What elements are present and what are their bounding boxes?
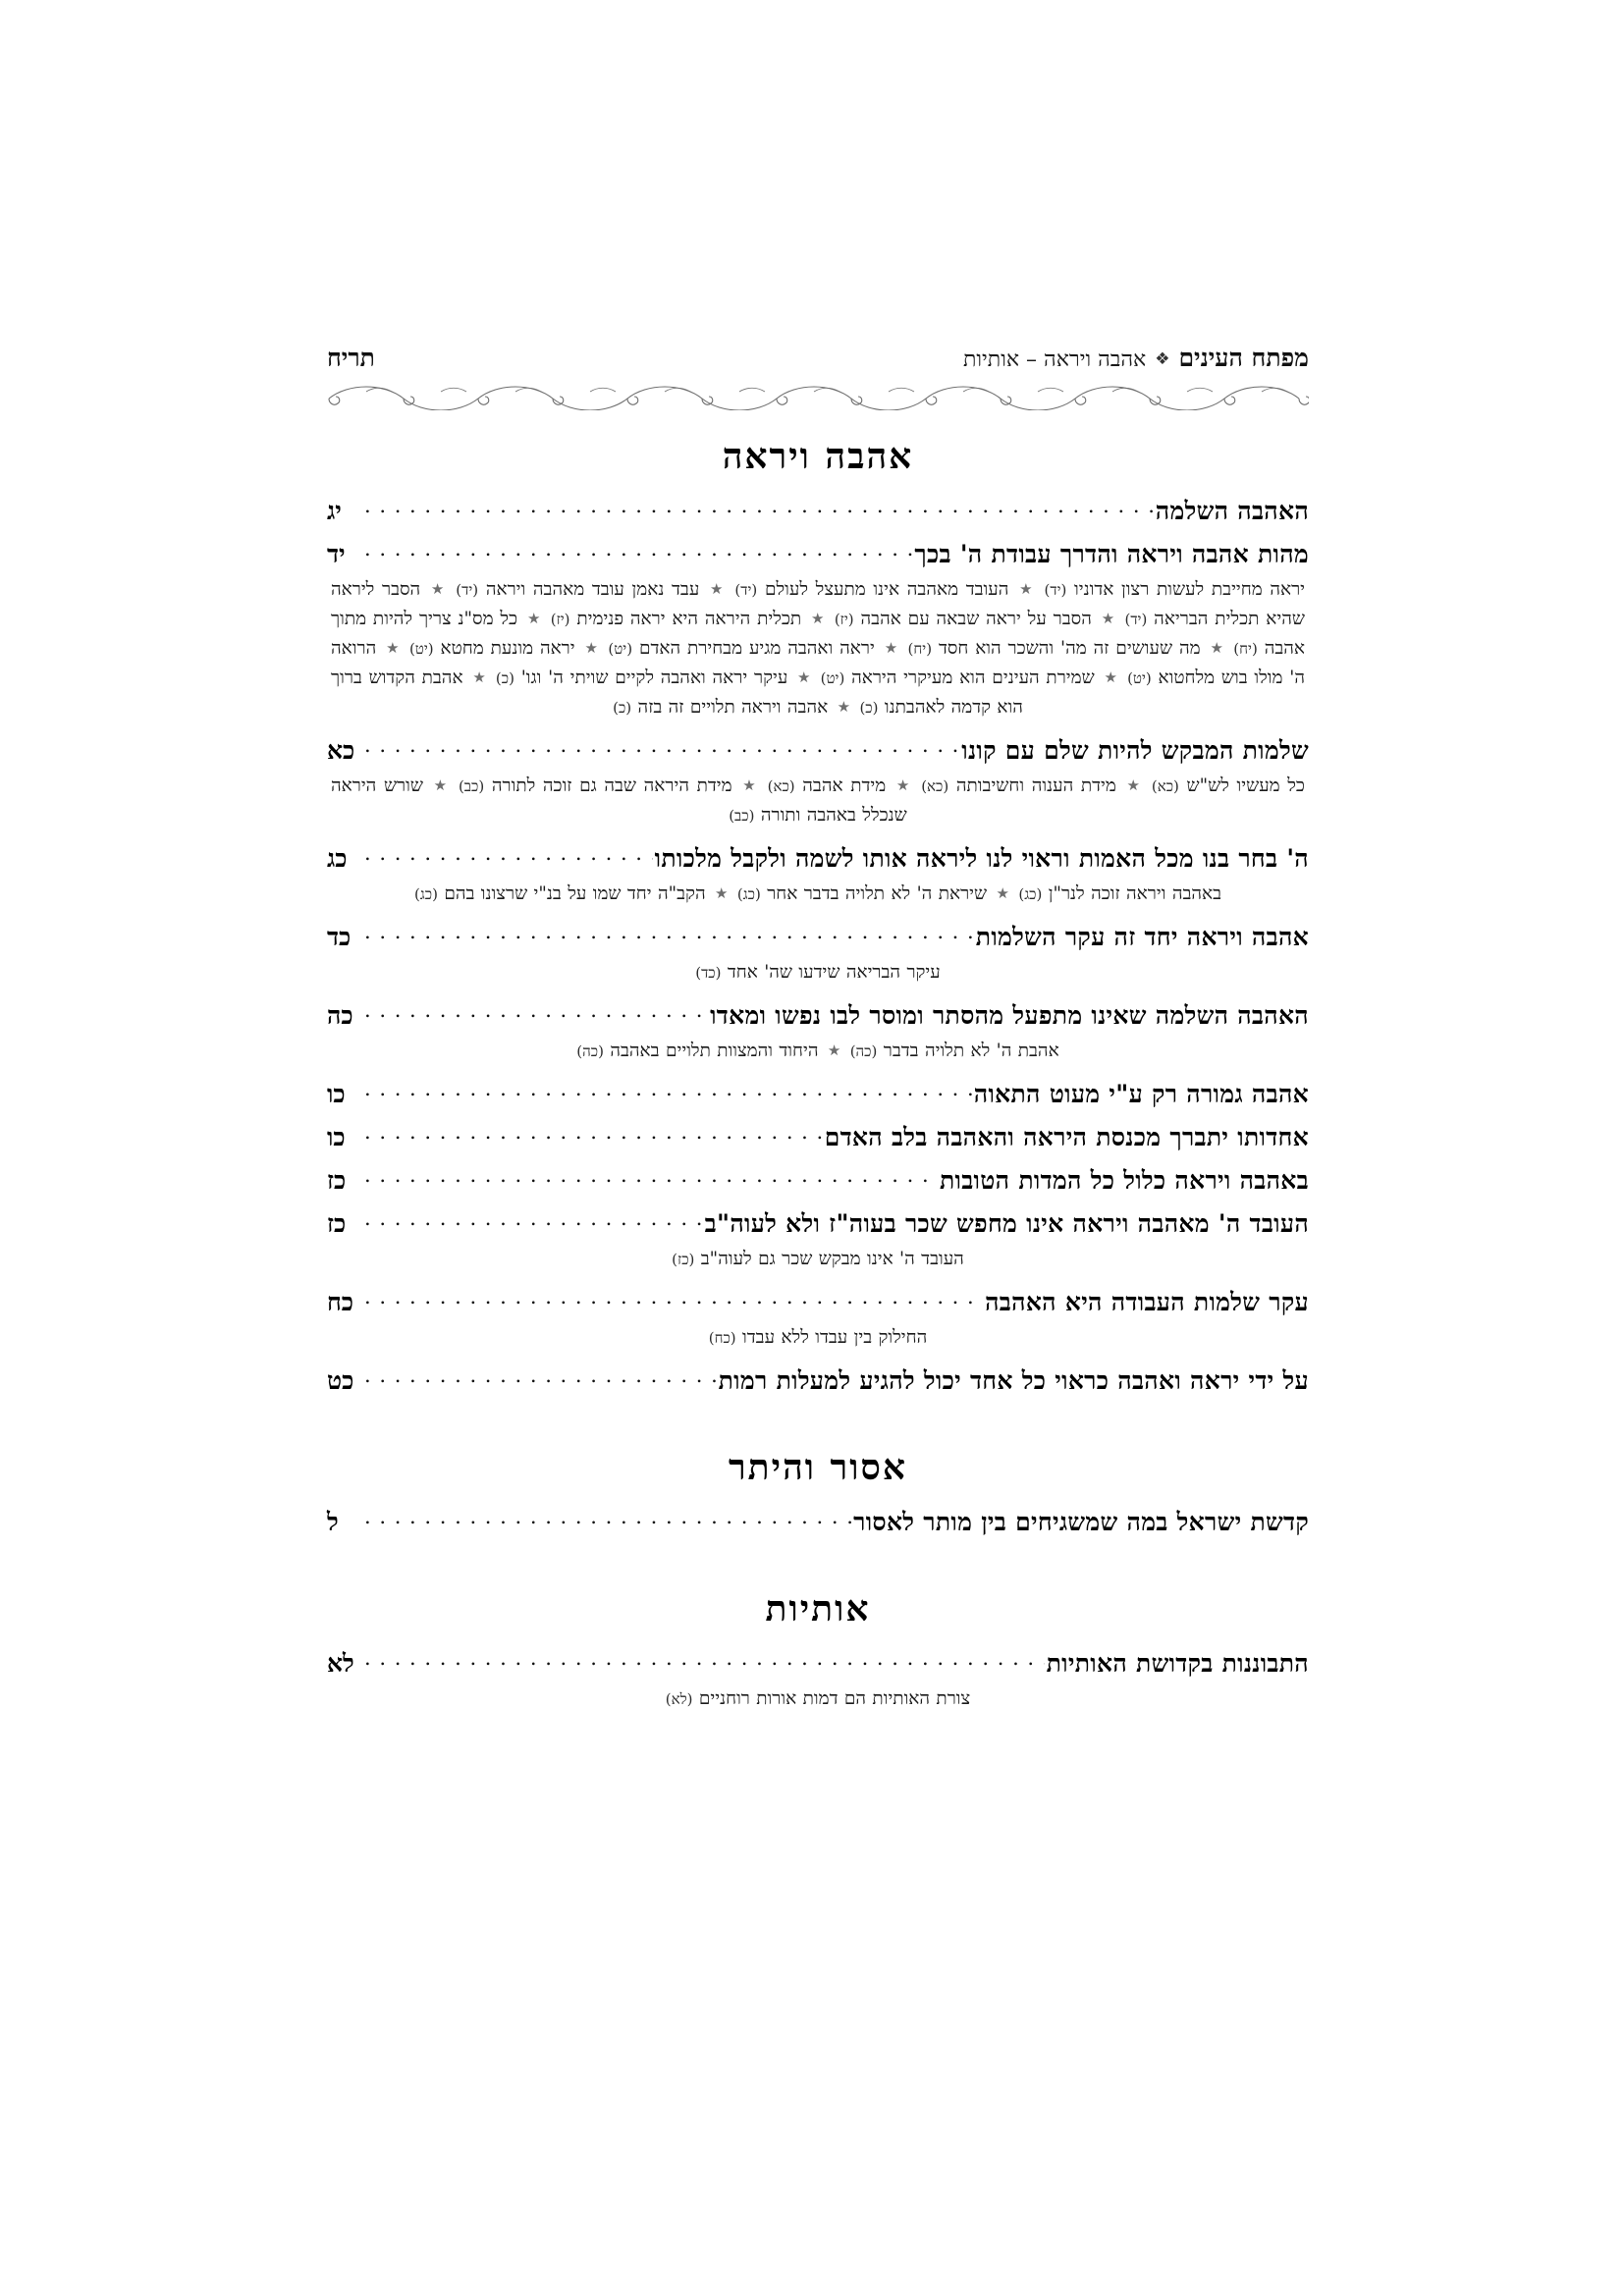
- subentry-list: אהבת ה' לא תלויה בדבר (כה) ★ היחוד והמצוות תלויים באהבה (כה): [576, 1040, 1059, 1061]
- subentry-page-ref: (יד): [456, 581, 479, 599]
- subentry-page-ref: (יט): [608, 639, 633, 658]
- entry-title[interactable]: אחדותו יתברך מכנסת היראה והאהבה בלב האדם: [824, 1122, 1309, 1151]
- running-head: [327, 344, 1309, 373]
- dot-leader: [364, 1216, 705, 1232]
- section-title-issur-veheter: אסור והיתר: [728, 1446, 908, 1488]
- entry-title[interactable]: אהבה ויראה יחד זה עקר השלמות: [975, 922, 1309, 951]
- dot-leader: [364, 851, 655, 867]
- subentry-page-ref: (כ): [613, 698, 632, 717]
- subentry-page-ref: (יט): [408, 639, 434, 658]
- entry-title[interactable]: האהבה השלמה שאינו מתפעל מהסתר ומוסר לבו נפשו ומאדו: [710, 1000, 1309, 1030]
- entry-page-number[interactable]: יד: [327, 540, 346, 568]
- subentry-page-ref: (יט): [1127, 668, 1152, 687]
- entry-title[interactable]: קדשת ישראל במה שמשגיחים בין מותר לאסור: [853, 1507, 1309, 1536]
- index-entry[interactable]: [327, 1123, 1309, 1152]
- entry-page-number[interactable]: כה: [327, 1000, 353, 1030]
- subentry-page-ref: (כב): [729, 806, 755, 825]
- section-title-ahava-veyirah: אהבה ויראה: [722, 436, 914, 477]
- entry-title[interactable]: אהבה גמורה רק ע"י מעוט התאוה: [973, 1079, 1309, 1108]
- index-entry[interactable]: [327, 1508, 1309, 1537]
- star-separator-icon: ★: [386, 638, 401, 657]
- dot-leader: [364, 743, 961, 759]
- star-separator-icon: ★: [742, 775, 757, 794]
- subentry-list: באהבה ויראה זוכה לנר"ן (כג) ★ שיראת ה' לא תלויה בדבר אחר (כג) ★ הקב"ה יחד שמו על בנ"י שרצונו בהם (כג): [413, 882, 1222, 904]
- running-head-title: מפתח העינים: [1178, 344, 1309, 372]
- star-separator-icon: ★: [709, 580, 725, 598]
- star-separator-icon: ★: [1019, 580, 1034, 598]
- dot-leader: [364, 1087, 974, 1102]
- entry-title[interactable]: ה' בחר בנו מכל האמות וראוי לנו ליראה אותו לשמה ולקבל מלכותו: [654, 843, 1309, 873]
- dot-leader: [364, 1373, 719, 1389]
- dot-leader: [364, 1130, 825, 1146]
- page-content: [327, 344, 1309, 1714]
- star-separator-icon: ★: [714, 883, 729, 902]
- subentry-page-ref: (כח): [708, 1328, 736, 1347]
- index-entry[interactable]: [327, 1080, 1309, 1109]
- index-body: [327, 436, 1309, 1714]
- index-entry[interactable]: [327, 1366, 1309, 1396]
- star-separator-icon: ★: [472, 667, 487, 686]
- entry-title[interactable]: התבוננות בקדושת האותיות: [1046, 1648, 1309, 1678]
- index-entry[interactable]: [327, 844, 1309, 874]
- folio-number: תריח: [327, 344, 375, 372]
- entry-title[interactable]: באהבה ויראה כלול כל המדות הטובות: [939, 1165, 1309, 1195]
- dot-leader: [364, 1295, 985, 1310]
- running-head-center: [963, 344, 1309, 373]
- dot-leader: [364, 930, 976, 945]
- index-entry[interactable]: [327, 1288, 1309, 1317]
- star-separator-icon: ★: [1126, 775, 1142, 794]
- star-separator-icon: ★: [433, 775, 449, 794]
- subentry-list: עיקר הבריאה שידעו שה' אחד (כד): [695, 961, 941, 983]
- subentry-page-ref: (כ): [859, 698, 879, 717]
- subentry-list: יראה מחייבת לעשות רצון אדוניו (יד) ★ העובד מאהבה אינו מתעצל לעולם (יד) ★ עבד נאמן עובד מאהבה ויראה (יד) ★ הסבר ליראה שהיא תכלית הבריאה (יד) ★ הסבר על יראה שבאה עם אהבה (יז) ★ תכלית היראה היא יראה פנימית (יז) ★ כל מס"נ צריך להיות מתוך אהבה (יח) ★ מה שעושים זה מה' והשכר הוא חסד (יח) ★ יראה ואהבה מגיע מבחירת האדם (יט) ★ יראה מונעת מחטא (יט) ★ הרואה ה' מולו בוש מלחטוא (יט) ★ שמירת העינים הוא מעיקרי היראה (יט) ★ עיקר יראה ואהבה לקיים שויתי ה' וגו' (כ) ★ אהבת הקדוש ברוך הוא קדמה לאהבתנו (כ) ★ אהבה ויראה תלויים זה בזה (כ): [331, 579, 1306, 718]
- star-separator-icon: ★: [430, 580, 446, 598]
- entry-page-number[interactable]: כא: [327, 735, 355, 765]
- subentry-page-ref: (כא): [921, 776, 949, 795]
- subentry-page-ref: (כג): [413, 884, 438, 903]
- entry-page-number[interactable]: כג: [327, 843, 348, 873]
- star-separator-icon: ★: [884, 638, 898, 657]
- entry-page-number[interactable]: כז: [327, 1208, 347, 1238]
- subentry-list: כל מעשיו לש"ש (כא) ★ מידת הענוה וחשיבותה (כא) ★ מידת אהבה (כא) ★ מידת היראה שבה גם זוכה לתורה (כב) ★ שורש היראה שנכלל באהבה ותורה (כב): [331, 774, 1305, 826]
- star-separator-icon: ★: [811, 609, 825, 627]
- index-entry[interactable]: [327, 497, 1309, 526]
- subentry-page-ref: (כז): [672, 1250, 695, 1268]
- index-entry[interactable]: [327, 1209, 1309, 1239]
- subentry-list: החילוק בין עבדו ללא עבדו (כח): [708, 1326, 928, 1348]
- star-separator-icon: ★: [827, 1041, 841, 1059]
- subentry-page-ref: (כב): [458, 776, 485, 795]
- star-separator-icon: ★: [996, 883, 1009, 902]
- dot-leader: [364, 1008, 710, 1024]
- subentry-page-ref: (כג): [1018, 884, 1043, 903]
- subentry-page-ref: (כה): [576, 1041, 604, 1060]
- entry-page-number[interactable]: כח: [327, 1287, 354, 1316]
- entry-page-number[interactable]: כו: [327, 1122, 346, 1151]
- subentry-page-ref: (יד): [1044, 581, 1067, 599]
- entry-title[interactable]: שלמות המבקש להיות שלם עם קונו: [961, 735, 1309, 765]
- index-entry[interactable]: [327, 923, 1309, 952]
- running-head-subtitle: אהבה ויראה – אותיות: [962, 347, 1147, 372]
- subentry-page-ref: (כה): [849, 1041, 878, 1060]
- entry-page-number[interactable]: לא: [327, 1648, 354, 1678]
- entry-page-number[interactable]: כט: [327, 1365, 354, 1395]
- subentry-list: צורת האותיות הם דמות אורות רוחניים (לא): [665, 1687, 971, 1709]
- entry-page-number[interactable]: כז: [327, 1165, 347, 1195]
- index-entry[interactable]: [327, 1166, 1309, 1196]
- entry-page-number[interactable]: כד: [327, 922, 352, 951]
- subentry-page-ref: (יח): [907, 639, 933, 658]
- subentry-page-ref: (כא): [1151, 776, 1179, 795]
- star-separator-icon: ★: [1101, 609, 1115, 627]
- entry-title[interactable]: העובד ה' מאהבה ויראה אינו מחפש שכר בעוה"ז ולא לעוה"ב: [704, 1208, 1309, 1238]
- subentry-page-ref: (כג): [736, 884, 761, 903]
- subentry-list: העובד ה' אינו מבקש שכר גם לעוה"ב (כז): [672, 1248, 964, 1269]
- star-separator-icon: ★: [797, 667, 811, 686]
- subentry-page-ref: (לא): [665, 1689, 693, 1708]
- star-separator-icon: ★: [895, 775, 911, 794]
- entry-title[interactable]: עקר שלמות העבודה היא האהבה: [985, 1287, 1309, 1316]
- star-separator-icon: ★: [1210, 638, 1224, 657]
- index-entry[interactable]: [327, 1649, 1309, 1679]
- index-entry[interactable]: [327, 1001, 1309, 1031]
- dot-leader: [364, 547, 914, 562]
- subentry-page-ref: (כא): [767, 776, 795, 795]
- subentry-page-ref: (יד): [734, 581, 758, 599]
- index-entry[interactable]: [327, 540, 1309, 569]
- subentry-page-ref: (כ): [495, 668, 514, 687]
- dot-leader: [364, 1173, 940, 1189]
- dot-leader: [364, 504, 1156, 519]
- star-separator-icon: ★: [584, 638, 599, 657]
- star-separator-icon: ★: [837, 697, 851, 716]
- entry-title[interactable]: על ידי יראה ואהבה כראוי כל אחד יכול להגיע למעלות רמות: [718, 1365, 1309, 1395]
- decorative-rule: [327, 381, 1309, 410]
- dot-leader: [364, 1515, 853, 1530]
- dot-leader: [364, 1656, 1047, 1672]
- entry-page-number[interactable]: כו: [327, 1079, 346, 1108]
- entry-page-number[interactable]: ל: [327, 1507, 339, 1536]
- entry-page-number[interactable]: יג: [327, 497, 342, 525]
- subentry-page-ref: (יז): [834, 610, 854, 628]
- diamond-ornament-icon: ❖: [1155, 349, 1170, 369]
- subentry-page-ref: (יד): [1124, 610, 1148, 628]
- section-title-otiyot: אותיות: [765, 1587, 871, 1629]
- subentry-page-ref: (כד): [695, 963, 722, 982]
- subentry-page-ref: (יט): [820, 668, 845, 687]
- entry-title[interactable]: מהות אהבה ויראה והדרך עבודת ה' בכך: [914, 540, 1309, 568]
- subentry-page-ref: (יז): [550, 610, 570, 628]
- star-separator-icon: ★: [1104, 667, 1118, 686]
- star-separator-icon: ★: [526, 609, 541, 627]
- index-entry[interactable]: [327, 736, 1309, 766]
- subentry-page-ref: (יח): [1233, 639, 1258, 658]
- entry-title[interactable]: האהבה השלמה: [1155, 497, 1309, 525]
